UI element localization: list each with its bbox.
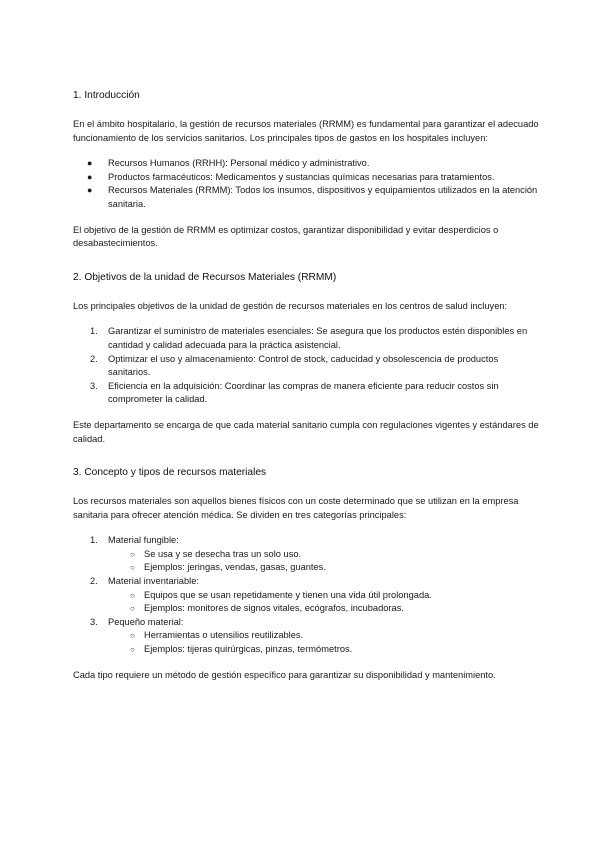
sub-list-item: ○ Equipos que se usan repetidamente y tienen una vida útil prolongada. bbox=[73, 589, 540, 603]
circle-bullet-icon: ○ bbox=[130, 549, 135, 559]
list-item: 1. Garantizar el suministro de materiales esenciales: Se asegura que los productos estén disponibles en cantidad y calidad adecuada para la práctica asistencial. bbox=[90, 326, 528, 350]
section-3-numbered-list bbox=[73, 534, 540, 656]
list-number: 2. bbox=[90, 576, 98, 587]
section-3-closing: Cada tipo requiere un método de gestión específico para garantizar su disponibilidad y mantenimiento. bbox=[73, 669, 496, 680]
list-item: 1. Material fungible: ○ Se usa y se desecha tras un solo uso. ○ Ejemplos: jeringas, vendas, gasas, guantes. bbox=[73, 534, 540, 575]
bullet-icon: ● bbox=[87, 185, 93, 196]
sub-list-item: ○ Ejemplos: jeringas, vendas, gasas, guantes. bbox=[73, 561, 540, 575]
section-1-heading: 1. Introducción bbox=[73, 90, 140, 101]
circle-bullet-icon: ○ bbox=[130, 604, 135, 614]
sub-list-item: ○ Ejemplos: tijeras quirúrgicas, pinzas, termómetros. bbox=[73, 643, 540, 657]
sub-list-item: ○ Se usa y se desecha tras un solo uso. bbox=[73, 548, 540, 562]
list-item: ● Recursos Humanos (RRHH): Personal médico y administrativo. bbox=[73, 157, 540, 171]
list-number: 1. bbox=[90, 535, 98, 546]
circle-bullet-icon: ○ bbox=[130, 631, 135, 641]
circle-bullet-icon: ○ bbox=[130, 590, 135, 600]
section-3-intro: Los recursos materiales son aquellos bienes físicos con un coste determinado que se utilizan en la empresa sanitaria para ofrecer atención médica. Se dividen en tres categorías principales: bbox=[73, 496, 519, 520]
list-item: 2. Optimizar el uso y almacenamiento: Control de stock, caducidad y obsolescencia de productos sanitarios. bbox=[90, 353, 499, 378]
section-2-closing: Este departamento se encarga de que cada material sanitario cumpla con regulaciones vigentes y estándares de calidad. bbox=[73, 419, 539, 444]
list-number: 3. bbox=[90, 380, 98, 391]
sub-list bbox=[108, 548, 540, 575]
section-1-bullet-list bbox=[73, 157, 540, 211]
list-item: 2. Material inventariable: ○ Equipos que se usan repetidamente y tienen una vida útil prolongada. ○ Ejemplos: monitores de signos vitales, ecógrafos, incubadoras. bbox=[73, 575, 540, 616]
list-item: 3. Pequeño material: ○ Herramientas o utensilios reutilizables. ○ Ejemplos: tijeras quirúrgicas, pinzas, termómetros. bbox=[73, 616, 540, 657]
list-number: 3. bbox=[90, 616, 98, 627]
section-1-closing: El objetivo de la gestión de RRMM es optimizar costos, garantizar disponibilidad y evitar desperdicios o desabastecimientos. bbox=[73, 224, 499, 249]
sub-list bbox=[108, 629, 540, 656]
list-item: 3. Eficiencia en la adquisición: Coordinar las compras de manera eficiente para reducir costos sin comprometer la calidad. bbox=[90, 380, 499, 405]
section-3-heading: 3. Concepto y tipos de recursos materiales bbox=[73, 467, 267, 479]
sub-list-item: ○ Ejemplos: monitores de signos vitales, ecógrafos, incubadoras. bbox=[73, 602, 540, 616]
circle-bullet-icon: ○ bbox=[130, 563, 135, 573]
sub-list-item: ○ Herramientas o utensilios reutilizables. bbox=[73, 629, 540, 643]
list-number: 2. bbox=[90, 353, 98, 364]
sub-list bbox=[108, 589, 540, 616]
list-number: 1. bbox=[90, 326, 98, 337]
list-item: ● Recursos Materiales (RRMM): Todos los insumos, dispositivos y equipamientos utilizados en la atención sanitaria. bbox=[87, 185, 538, 209]
bullet-icon: ● bbox=[87, 158, 93, 169]
bullet-icon: ● bbox=[87, 171, 93, 182]
section-1-intro: En el ámbito hospitalario, la gestión de recursos materiales (RRMM) es fundamental para garantizar el adecuado funcionamiento de los servicios sanitarios. Los principales tipos de gastos en los hospitales incluyen: bbox=[73, 119, 539, 143]
circle-bullet-icon: ○ bbox=[130, 645, 135, 655]
list-item: ● Productos farmacéuticos: Medicamentos y sustancias químicas necesarias para tratamientos. bbox=[73, 171, 540, 185]
section-2-heading: 2. Objetivos de la unidad de Recursos Materiales (RRMM) bbox=[73, 271, 337, 283]
section-2-intro: Los principales objetivos de la unidad de gestión de recursos materiales en los centros de salud incluyen: bbox=[73, 300, 508, 311]
section-2-numbered-list bbox=[73, 325, 540, 407]
